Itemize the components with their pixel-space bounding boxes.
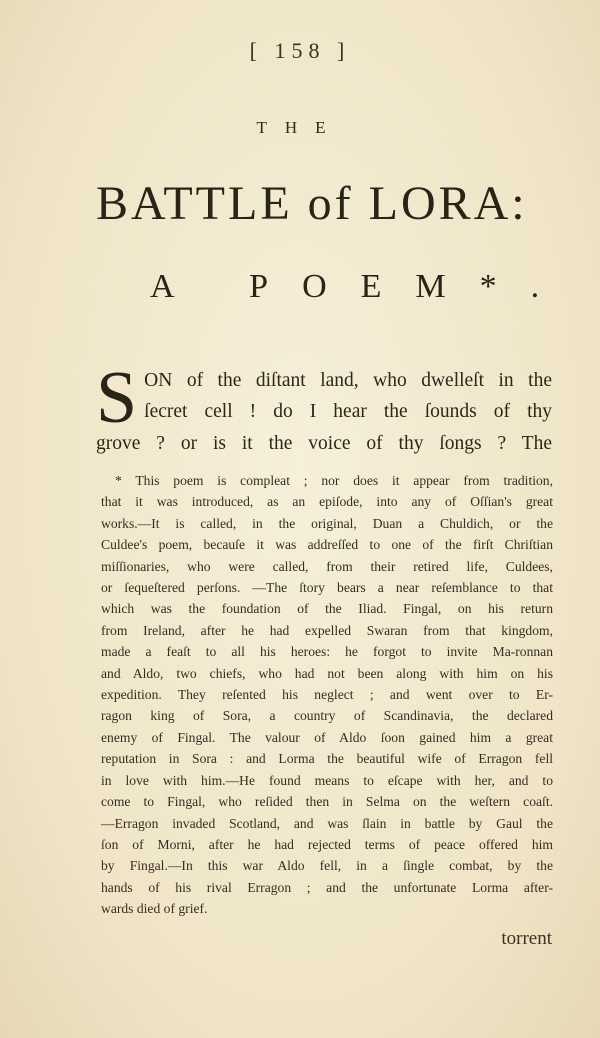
page-subtitle: A POEM*.: [150, 268, 574, 305]
footnote-line: enemy of Fingal. The valour of Aldo ſoon gained him a great: [101, 729, 553, 745]
footnote-line: ſon of Morni, after he had rejected terms of peace offered him: [101, 836, 553, 852]
footnote-line: Culdee's poem, becauſe it was addreſſed to one of the firſt Chriſtian: [101, 537, 553, 553]
footnote-line: which was the foundation of the Iliad. Fingal, on his return: [101, 601, 553, 617]
poem-line: grove ? or is it the voice of thy ſongs ? The: [96, 433, 552, 454]
footnote-line: that it was introduced, as an epiſode, into any of Oſſian's great: [101, 494, 553, 510]
footnote-line: reputation in Sora : and Lorma the beautiful wife of Erragon fell: [101, 751, 553, 767]
page-title: BATTLE of LORA:: [96, 177, 528, 230]
catchword: torrent: [501, 928, 552, 949]
footnote-line: miſſionaries, who were called, from their retired life, Culdees,: [101, 558, 553, 574]
footnote-line: wards died of grief.: [101, 901, 208, 917]
footnote-line: from Ireland, after he had expelled Swaran from that kingdom,: [101, 622, 553, 638]
drop-cap: S: [96, 357, 138, 439]
poem-opening: [96, 357, 552, 459]
footnote-line: —Erragon invaded Scotland, and was ſlain in battle by Gaul the: [101, 815, 553, 831]
footnote-line: or ſequeſtered perſons. —The ſtory bears a near reſemblance to that: [101, 580, 553, 596]
footnote-line: by Fingal.—In this war Aldo fell, in a ſingle combat, by the: [101, 858, 553, 874]
page-number: [ 158 ]: [249, 38, 351, 63]
footnote: [101, 470, 553, 920]
footnote-line: ragon king of Sora, a country of Scandinavia, the declared: [101, 708, 553, 724]
poem-line: ſecret cell ! do I hear the ſounds of thy: [144, 401, 552, 422]
footnote-line: works.—It is called, in the original, Duan a Chuldich, or the: [101, 515, 553, 531]
footnote-line: * This poem is compleat ; nor does it appear from tradition,: [115, 473, 553, 488]
footnote-line: hands of his rival Erragon ; and the unfortunate Lorma after-: [101, 879, 553, 895]
footnote-line: and Aldo, two chiefs, who had not been along with him on his: [101, 665, 553, 681]
poem-line: ON of the diſtant land, who dwelleſt in the: [144, 370, 552, 391]
footnote-line: made a feaſt to all his heroes: he forgot to invite Ma-ronnan: [101, 644, 553, 660]
footnote-line: come to Fingal, who reſided then in Selma on the weſtern coaſt.: [101, 794, 553, 810]
heading-the: THE: [256, 118, 344, 137]
footnote-line: expedition. They reſented his neglect ; and went over to Er-: [101, 687, 553, 703]
footnote-line: in love with him.—He found means to eſcape with her, and to: [101, 772, 553, 788]
